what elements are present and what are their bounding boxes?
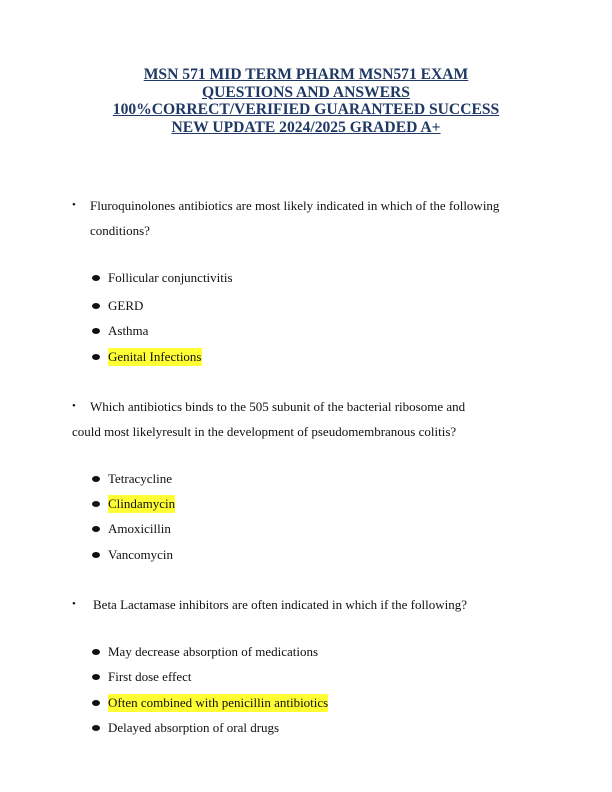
question-text: Beta Lactamase inhibitors are often indicated in which if the following?: [93, 597, 467, 612]
question-2: [0, 394, 612, 444]
document-title: [60, 66, 552, 136]
answer-text: Delayed absorption of oral drugs: [108, 720, 280, 735]
answer-text: Vancomycin: [108, 547, 173, 562]
bullet-dot-icon: [92, 674, 100, 680]
highlighted-answer-text: Genital Infections: [108, 349, 202, 364]
question-bullet: •: [72, 199, 76, 211]
bullet-dot-icon: [92, 476, 100, 482]
question-text-line-1: Which antibiotics binds to the 505 subunit of the bacterial ribosome and: [90, 399, 466, 414]
title-line: NEW UPDATE 2024/2025 GRADED A+: [171, 118, 441, 136]
question-3: [0, 592, 612, 617]
bullet-dot-icon: [92, 552, 100, 558]
bullet-dot-icon: [92, 328, 100, 334]
answer-text: GERD: [108, 298, 144, 313]
answer-text: May decrease absorption of medications: [108, 644, 319, 659]
answer-text: First dose effect: [108, 669, 192, 684]
bullet-dot-icon: [92, 649, 100, 655]
title-line: MSN 571 MID TERM PHARM MSN571 EXAM: [143, 66, 469, 83]
question-bullet: •: [72, 400, 76, 412]
bullet-dot-icon: [92, 501, 100, 507]
bullet-dot-icon: [92, 700, 100, 706]
bullet-dot-icon: [92, 354, 100, 360]
title-line: 100%CORRECT/VERIFIED GUARANTEED SUCCESS: [112, 101, 500, 118]
bullet-dot-icon: [92, 275, 100, 281]
bullet-dot-icon: [92, 725, 100, 731]
highlighted-answer-text: Clindamycin: [108, 496, 176, 511]
question-1: [0, 193, 612, 243]
answer-text: Tetracycline: [108, 471, 173, 486]
question-bullet: •: [72, 598, 76, 610]
bullet-dot-icon: [92, 526, 100, 532]
answer-text: Amoxicillin: [108, 521, 171, 536]
question-text-line-2: could most likelyresult in the development of pseudomembranous colitis?: [72, 424, 457, 439]
answer-text: Follicular conjunctivitis: [108, 270, 233, 285]
title-line: QUESTIONS AND ANSWERS: [202, 83, 410, 101]
highlighted-answer-text: Often combined with penicillin antibiotics: [108, 695, 329, 710]
question-text: Fluroquinolones antibiotics are most likely indicated in which of the following conditions?: [90, 198, 500, 238]
bullet-dot-icon: [92, 303, 100, 309]
answer-text: Asthma: [108, 323, 149, 338]
